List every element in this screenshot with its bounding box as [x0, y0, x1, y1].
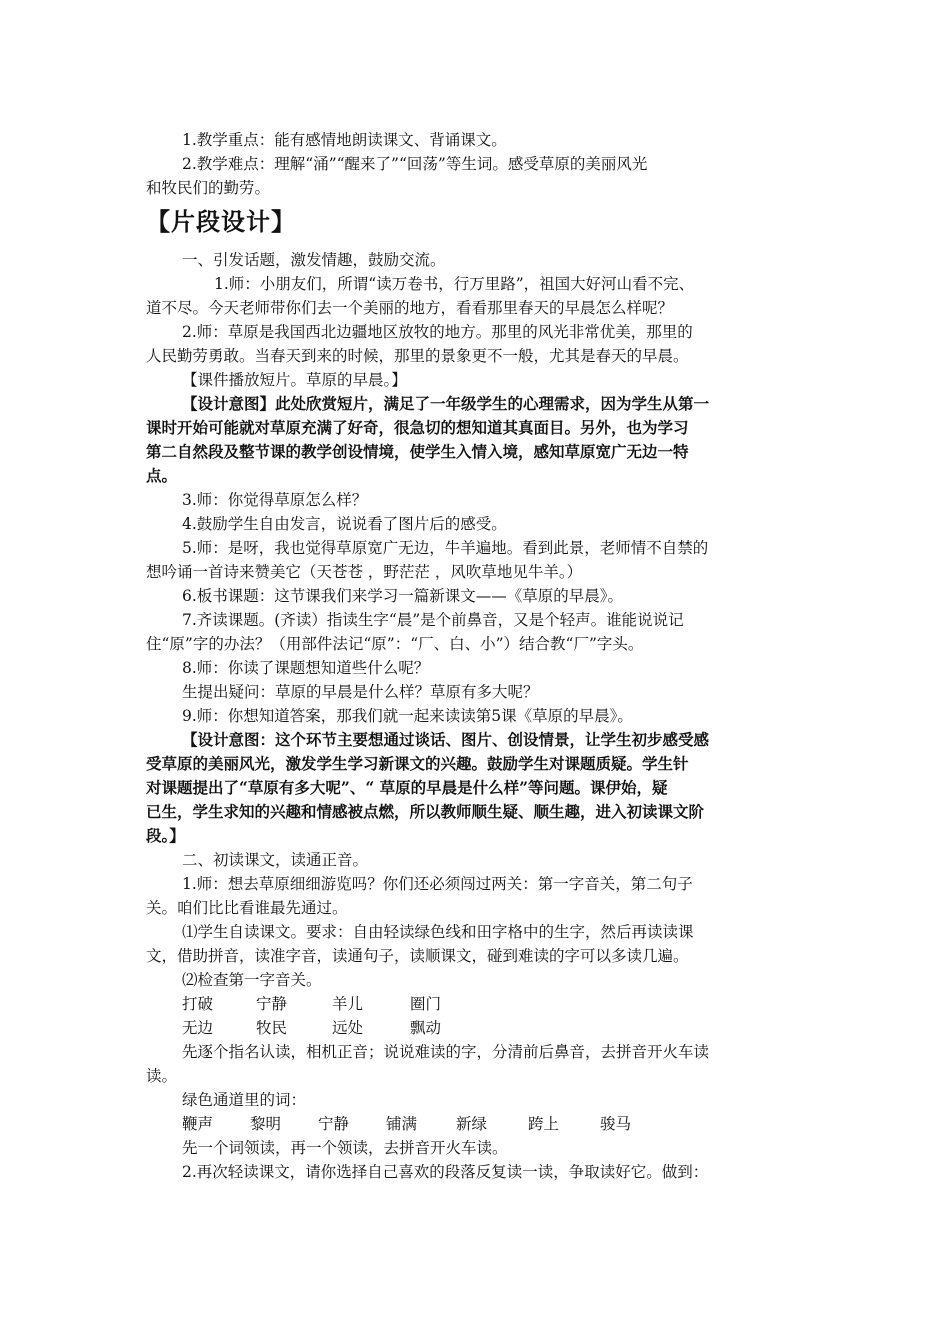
paragraph: 8.师：你读了课题想知道些什么呢？	[182, 659, 430, 677]
word: 新绿	[456, 1115, 488, 1133]
paragraph: 1.师：想去草原细细游览吗？你们还必须闯过两关：第一字音关，第二句子	[182, 875, 693, 893]
design-intent: 受草原的美丽风光，激发学生学习新课文的兴趣。鼓励学生对课题质疑。学生针	[146, 754, 689, 773]
word: 羊儿	[332, 995, 364, 1013]
paragraph: 关。咱们比比看谁最先通过。	[146, 899, 348, 917]
paragraph: 想吟诵一首诗来赞美它（天苍苍 ，野茫茫 ，风吹草地见牛羊。）	[146, 563, 583, 581]
paragraph: 读。	[146, 1067, 178, 1085]
word: 无边	[182, 1019, 214, 1037]
word: 铺满	[386, 1115, 418, 1133]
paragraph: 先一个词领读，再一个领读，去拼音开火车读。	[182, 1139, 508, 1157]
paragraph: 人民勤劳勇敢。当春天到来的时候，那里的景象更不一般，尤其是春天的早晨。	[146, 347, 689, 365]
design-intent: 课时开始可能就对草原充满了好奇，很急切的想知道其真面目。另外，也为学习	[146, 418, 689, 437]
word: 飘动	[410, 1019, 442, 1037]
word: 骏马	[600, 1115, 632, 1133]
paragraph: ⑴学生自读课文。要求：自由轻读绿色线和田字格中的生字，然后再读读课	[182, 923, 694, 941]
difficult-point-cont: 和牧民们的勤劳。	[146, 179, 271, 197]
word: 打破	[182, 995, 214, 1013]
word: 宁静	[318, 1115, 350, 1133]
paragraph: 9.师：你想知道答案，那我们就一起来读读第5课《草原的早晨》。	[182, 707, 633, 725]
word: 跨上	[528, 1115, 560, 1133]
paragraph: 住“原”字的办法？（用部件法记“原”：“厂、白、小”）结合教“厂”字头。	[146, 635, 644, 653]
paragraph: 2.师：草原是我国西北边疆地区放牧的地方。那里的风光非常优美，那里的	[182, 323, 693, 341]
word: 圈门	[410, 995, 442, 1013]
design-intent: 【设计意图】此处欣赏短片，满足了一年级学生的心理需求，因为学生从第一	[182, 394, 710, 413]
word: 远处	[332, 1019, 364, 1037]
paragraph: 5.师：是呀，我也觉得草原宽广无边，牛羊遍地。看到此景，老师情不自禁的	[182, 539, 709, 557]
paragraph: 7.齐读课题。(齐读）指读生字“晨”是个前鼻音，又是个轻声。谁能说说记	[182, 611, 684, 629]
paragraph: 2.再次轻读课文，请你选择自己喜欢的段落反复读一读，争取读好它。做到：	[182, 1163, 709, 1181]
paragraph: 二、初读课文，读通正音。	[182, 851, 369, 869]
design-intent: 对课题提出了“草原有多大呢”、“ 草原的早晨是什么样”等问题。课伊始，疑	[146, 778, 668, 797]
paragraph: 【课件播放短片。草原的早晨。】	[182, 371, 407, 389]
difficult-point: 2.教学难点：理解“涌”“醒来了”“回荡”等生词。感受草原的美丽风光	[182, 155, 648, 173]
key-point: 1.教学重点：能有感情地朗读课文、背诵课文。	[182, 131, 507, 149]
design-intent: 已生，学生求知的兴趣和情感被点燃，所以教师顺生疑、顺生趣，进入初读课文阶	[146, 802, 705, 821]
paragraph: ⑵检查第一字音关。	[182, 971, 322, 989]
paragraph: 文，借助拼音，读准字音，读通句子，读顺课文，碰到难读的字可以多读几遍。	[146, 947, 689, 965]
word-list-2	[182, 1016, 810, 1040]
word-list-1	[182, 992, 810, 1016]
section-title: 【片段设计】	[146, 207, 296, 236]
paragraph: 绿色通道里的词：	[182, 1091, 307, 1109]
design-intent: 段。】	[146, 826, 185, 845]
word: 牧民	[256, 1019, 288, 1037]
word: 宁静	[256, 995, 288, 1013]
paragraph: 生提出疑问：草原的早晨是什么样？草原有多大呢？	[182, 683, 539, 701]
design-intent: 【设计意图：这个环节主要想通过谈话、图片、创设情景，让学生初步感受感	[182, 730, 710, 749]
paragraph: 4.鼓励学生自由发言，说说看了图片后的感受。	[182, 515, 507, 533]
paragraph: 先逐个指名认读，相机正音；说说难读的字，分清前后鼻音，去拼音开火车读	[182, 1043, 710, 1061]
paragraph: 道不尽。今天老师带你们去一个美丽的地方，看看那里春天的早晨怎么样呢？	[146, 299, 674, 317]
paragraph: 6.板书课题：这节课我们来学习一篇新课文——《草原的早晨》。	[182, 587, 624, 605]
design-intent: 第二自然段及整节课的教学创设情境，使学生入情入境，感知草原宽广无边一特	[146, 442, 689, 461]
design-intent: 点。	[146, 466, 178, 485]
paragraph: 一、引发话题，激发情趣，鼓励交流。	[182, 251, 446, 269]
paragraph: 1.师：小朋友们，所谓“读万卷书，行万里路”，祖国大好河山看不完、	[214, 275, 695, 293]
paragraph: 3.师：你觉得草原怎么样？	[182, 491, 368, 509]
word: 黎明	[250, 1115, 282, 1133]
word-list-3	[182, 1112, 810, 1136]
word: 鞭声	[182, 1115, 214, 1133]
